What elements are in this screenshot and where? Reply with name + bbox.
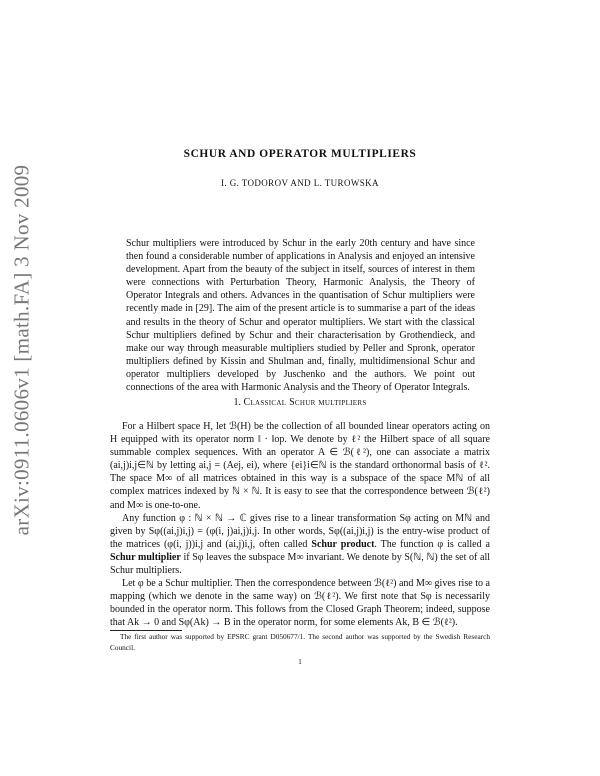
paragraph-2-mid: . The function φ is called a — [374, 538, 490, 550]
section-heading — [0, 397, 600, 408]
footnote: The first author was supported by EPSRC grant D050677/1. The second author was supported by the Swedish Research Council. — [110, 632, 490, 652]
arxiv-sidebar-stamp — [2, 100, 42, 600]
section-number: 1. — [233, 397, 241, 408]
term-schur-multiplier: Schur multiplier — [110, 551, 181, 563]
paragraph-3: Let φ be a Schur multiplier. Then the correspondence between ℬ(ℓ²) and M∞ gives rise to a mapping (which we denote in the same way) on ℬ(ℓ²). We first note that Sφ is necessarily bounded in the operator norm. This follows from the Closed Graph Theorem; indeed, suppose that Ak → 0 and Sφ(Ak) → B in the operator norm, for some elements Ak, B ∈ ℬ(ℓ²). — [110, 578, 490, 629]
footnote-rule — [110, 630, 182, 631]
section-body — [110, 420, 490, 630]
paragraph-2-end: if Sφ leaves the subspace M∞ invariant. We denote by S(ℕ, ℕ) the set of all Schur multipliers. — [110, 551, 491, 577]
paragraph-2-start: Any function φ : ℕ × ℕ → ℂ gives rise to a linear transformation Sφ acting on Mℕ and given by Sφ((ai,j)i,j) = (φ(i, j)ai,j)i,j. In other words, Sφ((ai,j)i,j) is the entry-wise product of the matrices (φ(i, j))i,j and (ai,j)i,j, often called — [110, 512, 490, 550]
paper-authors: I. G. TODOROV AND L. TUROWSKA — [221, 178, 379, 188]
arxiv-id-text: arXiv:0911.0606v1 [math.FA] 3 Nov 2009 — [9, 164, 34, 536]
section-title: Classical Schur multipliers — [243, 397, 367, 408]
abstract: Schur multipliers were introduced by Schur in the early 20th century and have since then found a considerable number of applications in Analysis and enjoyed an intensive development. Apart from the beauty of the subject in itself, sources of interest in them were connections with Perturbation Theory, Harmonic Analysis, the Theory of Operator Integrals and others. Advances in the quantisation of Schur multipliers were recently made in [29]. The aim of the present article is to summarise a part of the ideas and results in the theory of Schur and operator multipliers. We start with the classical Schur multipliers defined by Schur and their characterisation by Grothendieck, and make our way through measurable multipliers studied by Peller and Spronk, operator multipliers defined by Kissin and Shulman and, finally, multidimensional Schur and operator multipliers developed by Juschenko and the authors. We point out connections of the area with Harmonic Analysis and the Theory of Operator Integrals. — [126, 238, 475, 394]
term-schur-product: Schur product — [311, 538, 375, 550]
page-number: 1 — [298, 657, 302, 666]
paper-title: SCHUR AND OPERATOR MULTIPLIERS — [183, 148, 417, 160]
paragraph-1: For a Hilbert space H, let ℬ(H) be the collection of all bounded linear operators acting on H equipped with its operator norm ‖ · ‖op. We denote by ℓ² the Hilbert space of all square summable complex sequences. With an operator A ∈ ℬ(ℓ²), one can associate a matrix (ai,j)i,j∈ℕ by letting ai,j = (Aej, ei), where {ei}i∈ℕ is the standard orthonormal basis of ℓ². The space M∞ of all matrices obtained in this way is a subspace of the space Mℕ of all complex matrices indexed by ℕ × ℕ. It is easy to see that the correspondence between ℬ(ℓ²) and M∞ is one-to-one. — [110, 421, 490, 511]
paragraph-2 — [110, 512, 490, 577]
